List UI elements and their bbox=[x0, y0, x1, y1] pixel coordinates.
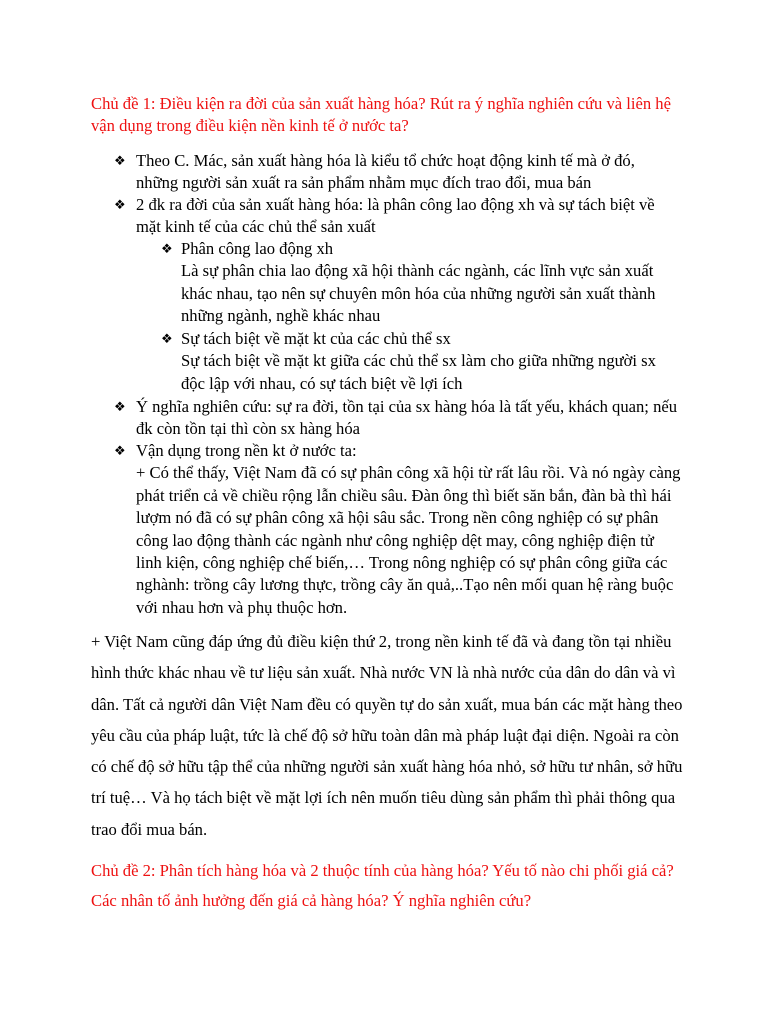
diamond-bullet-icon: ❖ bbox=[161, 331, 173, 346]
list-item-body: + Có thể thấy, Việt Nam đã có sự phân công xã hội từ rất lâu rồi. Và nó ngày càng phát triển cả về chiều rộng lẫn chiều sâu. Đàn ông thì biết săn bắn, đàn bà thì hái lượm nó đã có sự phân công xã hội sâu sắc. Trong nền công nghiệp có sự phân công lao động thành các ngành như công nghiệp dệt may, công nghiệp điện tử linh kiện, công nghiệp chế biến,… Trong nông nghiệp có sự phân công giữa các nghành: trồng cây lương thực, trồng cây ăn quả,..Tạo nên mối quan hệ ràng buộc với nhau hơn và phụ thuộc hơn. bbox=[136, 463, 681, 617]
sub-item-title: Sự tách biệt về mặt kt của các chủ thể sx bbox=[181, 329, 451, 348]
list-item bbox=[114, 150, 681, 195]
list-item bbox=[114, 440, 681, 619]
list-item bbox=[114, 396, 681, 441]
list-item-text: 2 đk ra đời của sản xuất hàng hóa: là phân công lao động xh và sự tách biệt về mặt kinh tế của các chủ thể sản xuất bbox=[136, 195, 655, 237]
sub-list-item bbox=[161, 328, 681, 395]
diamond-bullet-icon: ❖ bbox=[114, 443, 126, 458]
diamond-bullet-icon: ❖ bbox=[114, 153, 126, 168]
list-item-text: Theo C. Mác, sản xuất hàng hóa là kiểu tổ chức hoạt động kinh tế mà ở đó, những người sản xuất ra sản phẩm nhằm mục đích trao đổi, mua bán bbox=[136, 151, 635, 193]
sub-item-body: Là sự phân chia lao động xã hội thành các ngành, các lĩnh vực sản xuất khác nhau, tạo nên sự chuyên môn hóa của những người sản xuất thành những ngành, nghề khác nhau bbox=[181, 261, 656, 326]
sub-item-title: Phân công lao động xh bbox=[181, 239, 334, 258]
diamond-bullet-icon: ❖ bbox=[161, 241, 173, 256]
topic-1-heading: Chủ đề 1: Điều kiện ra đời của sản xuất hàng hóa? Rút ra ý nghĩa nghiên cứu và liên hệ vận dụng trong điều kiện nền kinh tế ở nước ta? bbox=[91, 94, 671, 135]
diamond-bullet-icon: ❖ bbox=[114, 197, 126, 212]
list-item-text: Vận dụng trong nền kt ở nước ta: bbox=[136, 441, 357, 460]
diamond-bullet-icon: ❖ bbox=[114, 399, 126, 414]
topic-2-heading: Chủ đề 2: Phân tích hàng hóa và 2 thuộc tính của hàng hóa? Yếu tố nào chi phối giá cả? Các nhân tố ảnh hưởng đến giá cả hàng hóa? Ý nghĩa nghiên cứu? bbox=[91, 861, 674, 910]
list-item-text: Ý nghĩa nghiên cứu: sự ra đời, tồn tại của sx hàng hóa là tất yếu, khách quan; nếu đk còn tồn tại thì còn sx hàng hóa bbox=[136, 397, 678, 439]
sub-list-item bbox=[161, 238, 681, 328]
body-paragraph: + Việt Nam cũng đáp ứng đủ điều kiện thứ 2, trong nền kinh tế đã và đang tồn tại nhiều hình thức khác nhau về tư liệu sản xuất. Nhà nước VN là nhà nước của dân do dân và vì dân. Tất cả người dân Việt Nam đều có quyền tự do sản xuất, mua bán các mặt hàng theo yêu cầu của pháp luật, tức là chế độ sở hữu toàn dân mà pháp luật đại diện. Ngoài ra còn có chế độ sở hữu tập thể của những người sản xuất hàng hóa nhỏ, sở hữu tư nhân, sở hữu trí tuệ… Và họ tách biệt về mặt lợi ích nên muốn tiêu dùng sản phẩm thì phải thông qua trao đổi mua bán. bbox=[91, 632, 683, 839]
list-item bbox=[114, 194, 681, 239]
sub-item-body: Sự tách biệt về mặt kt giữa các chủ thể sx làm cho giữa những người sx độc lập với nhau, có sự tách biệt về lợi ích bbox=[181, 351, 656, 393]
